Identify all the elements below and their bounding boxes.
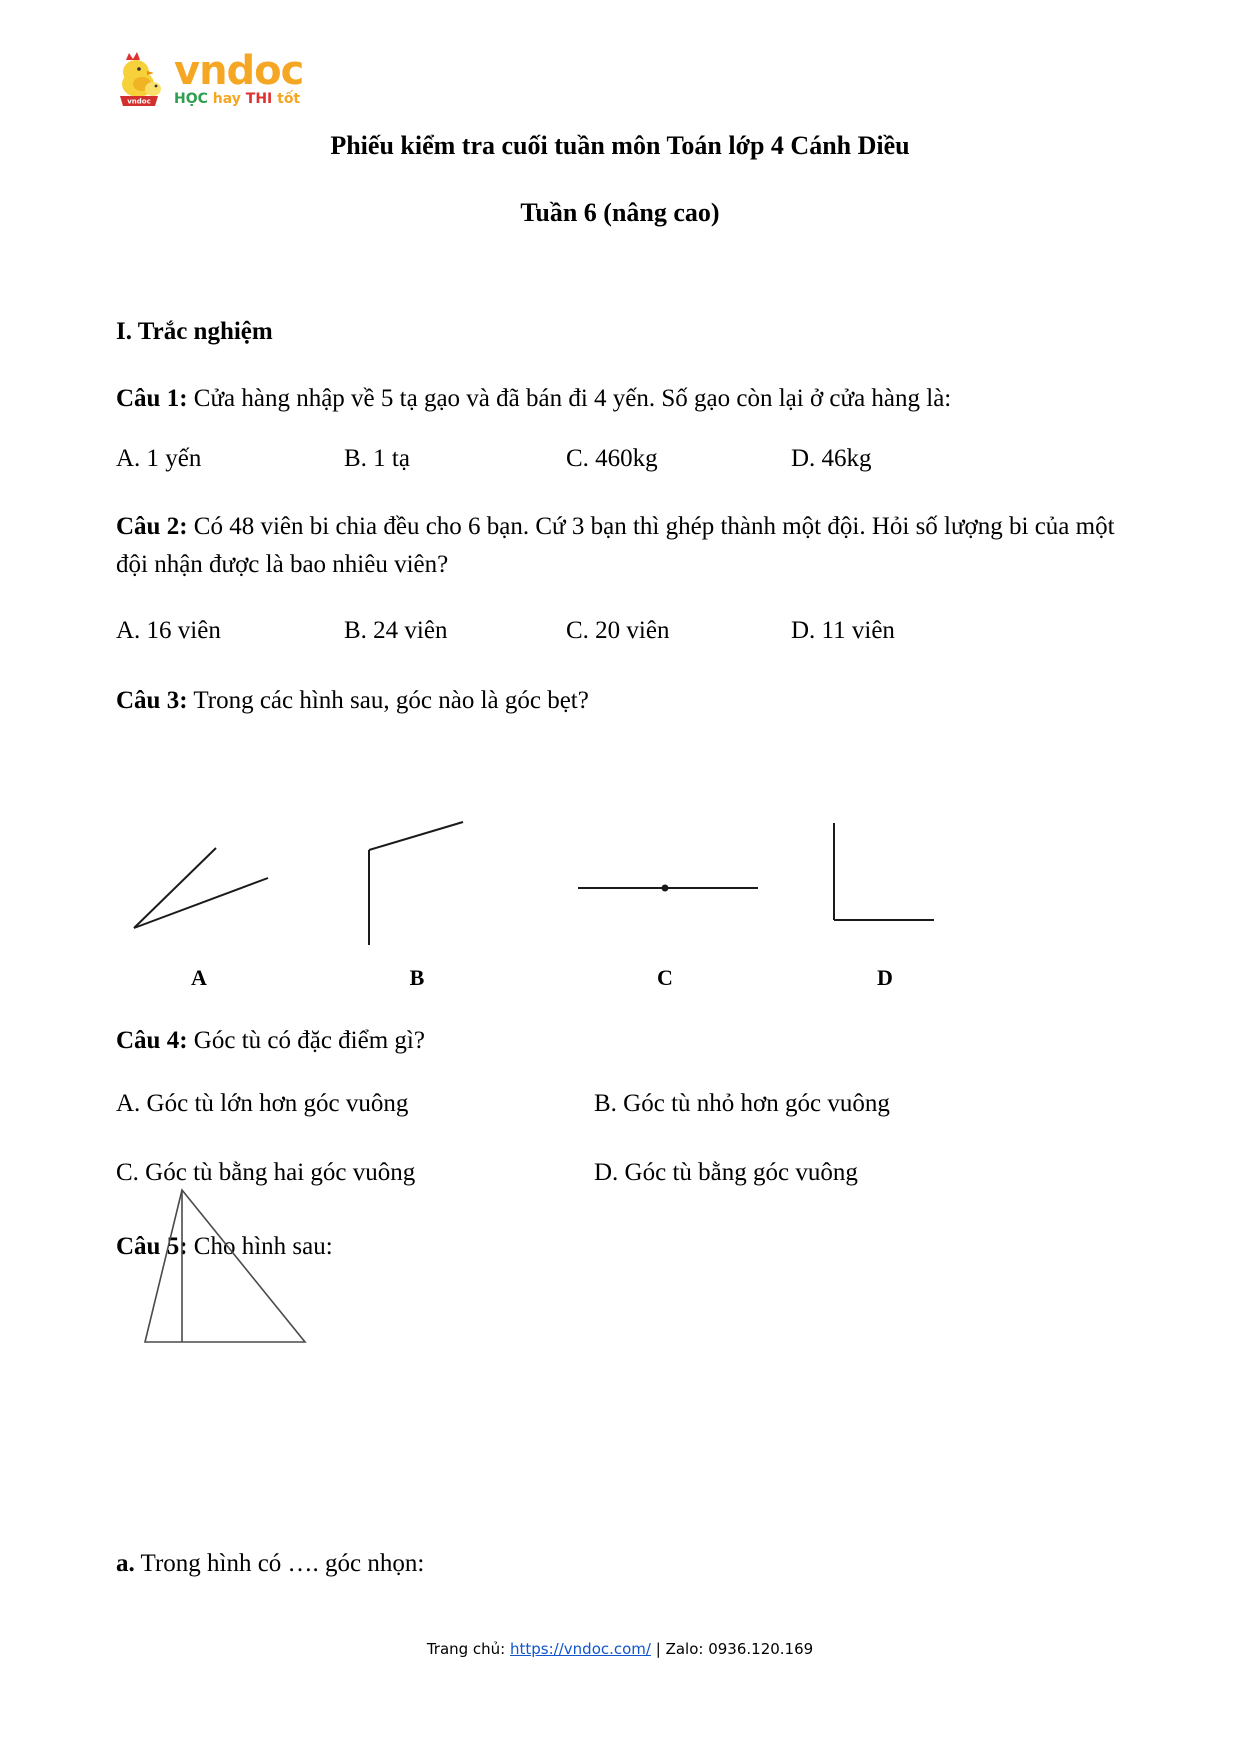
figure-label-a: A (191, 965, 207, 990)
question-5-label: Câu 5: (116, 1233, 188, 1260)
question-1-option-c[interactable]: C. 460kg (566, 445, 658, 472)
question-3 (116, 682, 1126, 720)
figure-label-b: B (409, 965, 425, 990)
logo-wordmark: vndoc (174, 48, 304, 94)
question-4-options-row-1 (116, 1090, 1126, 1118)
question-2-option-b[interactable]: B. 24 viên (344, 617, 448, 644)
question-2-text: Có 48 viên bi chia đều cho 6 bạn. Cứ 3 bạn thì ghép thành một đội. Hỏi số lượng bi của một đội nhận được là bao nhiêu viên? (116, 513, 1115, 578)
question-4-options-row-2 (116, 1159, 1126, 1187)
logo-text (174, 48, 304, 107)
question-4-label: Câu 4: (116, 1027, 188, 1054)
logo-tagline (174, 92, 303, 106)
question-5-text: Cho hình sau: (187, 1233, 333, 1260)
question-1-option-b[interactable]: B. 1 tạ (344, 445, 410, 472)
question-2 (116, 508, 1126, 583)
question-1-option-a[interactable]: A. 1 yến (116, 445, 202, 472)
question-3-figure-labels (116, 965, 1126, 995)
figure-label-d: D (877, 965, 893, 990)
question-1-options (116, 445, 1126, 473)
figure-d-right-angle (816, 820, 1016, 950)
question-2-option-d[interactable]: D. 11 viên (791, 617, 895, 644)
svg-text:vndoc: vndoc (127, 97, 151, 106)
question-1-label: Câu 1: (116, 385, 188, 412)
question-5-sub-a-text: Trong hình có …. góc nhọn: (134, 1550, 425, 1577)
question-2-option-c[interactable]: C. 20 viên (566, 617, 670, 644)
question-4-option-d[interactable]: D. Góc tù bằng góc vuông (594, 1159, 858, 1186)
question-1 (116, 380, 1126, 418)
question-4 (116, 1022, 1126, 1060)
question-2-option-a[interactable]: A. 16 viên (116, 617, 221, 644)
question-4-option-c[interactable]: C. Góc tù bằng hai góc vuông (116, 1159, 416, 1186)
question-1-option-d[interactable]: D. 46kg (791, 445, 872, 472)
page-title: Phiếu kiểm tra cuối tuần môn Toán lớp 4 Cánh Diều (330, 131, 910, 160)
tagline-hoc: HỌC (174, 91, 208, 107)
tagline-thi: THI (245, 91, 273, 107)
section-heading-trac-nghiem: I. Trắc nghiệm (116, 318, 273, 345)
footer-suffix: | Zalo: 0936.120.169 (650, 1640, 814, 1658)
tagline-tot: tốt (277, 91, 301, 107)
question-3-label: Câu 3: (116, 687, 188, 714)
question-4-text: Góc tù có đặc điểm gì? (187, 1027, 425, 1054)
question-2-options (116, 617, 1126, 645)
figure-c-straight-angle (568, 820, 768, 950)
page-footer (0, 1640, 1240, 1658)
figure-a-acute-angle (116, 820, 316, 950)
tagline-hay: hay (212, 91, 241, 107)
chicken-mascot-icon (112, 48, 168, 110)
page-subtitle: Tuần 6 (nâng cao) (520, 198, 720, 227)
question-5-sub-a-label: a. (116, 1550, 135, 1577)
question-3-figures (116, 820, 1126, 980)
question-3-text: Trong các hình sau, góc nào là góc bẹt? (187, 687, 589, 714)
question-4-option-b[interactable]: B. Góc tù nhỏ hơn góc vuông (594, 1090, 890, 1117)
question-5-sub-a (116, 1545, 1126, 1583)
footer-homepage-link[interactable]: https://vndoc.com/ (510, 1640, 651, 1658)
footer-prefix: Trang chủ: (426, 1640, 511, 1658)
question-1-text: Cửa hàng nhập về 5 tạ gạo và đã bán đi 4 yến. Số gạo còn lại ở cửa hàng là: (187, 385, 952, 412)
question-2-label: Câu 2: (116, 513, 188, 540)
question-4-option-a[interactable]: A. Góc tù lớn hơn góc vuông (116, 1090, 409, 1117)
figure-label-c: C (657, 965, 673, 990)
question-5-triangle-figure (140, 1185, 320, 1350)
figure-b-obtuse-angle (351, 820, 551, 950)
vndoc-logo (112, 44, 303, 114)
